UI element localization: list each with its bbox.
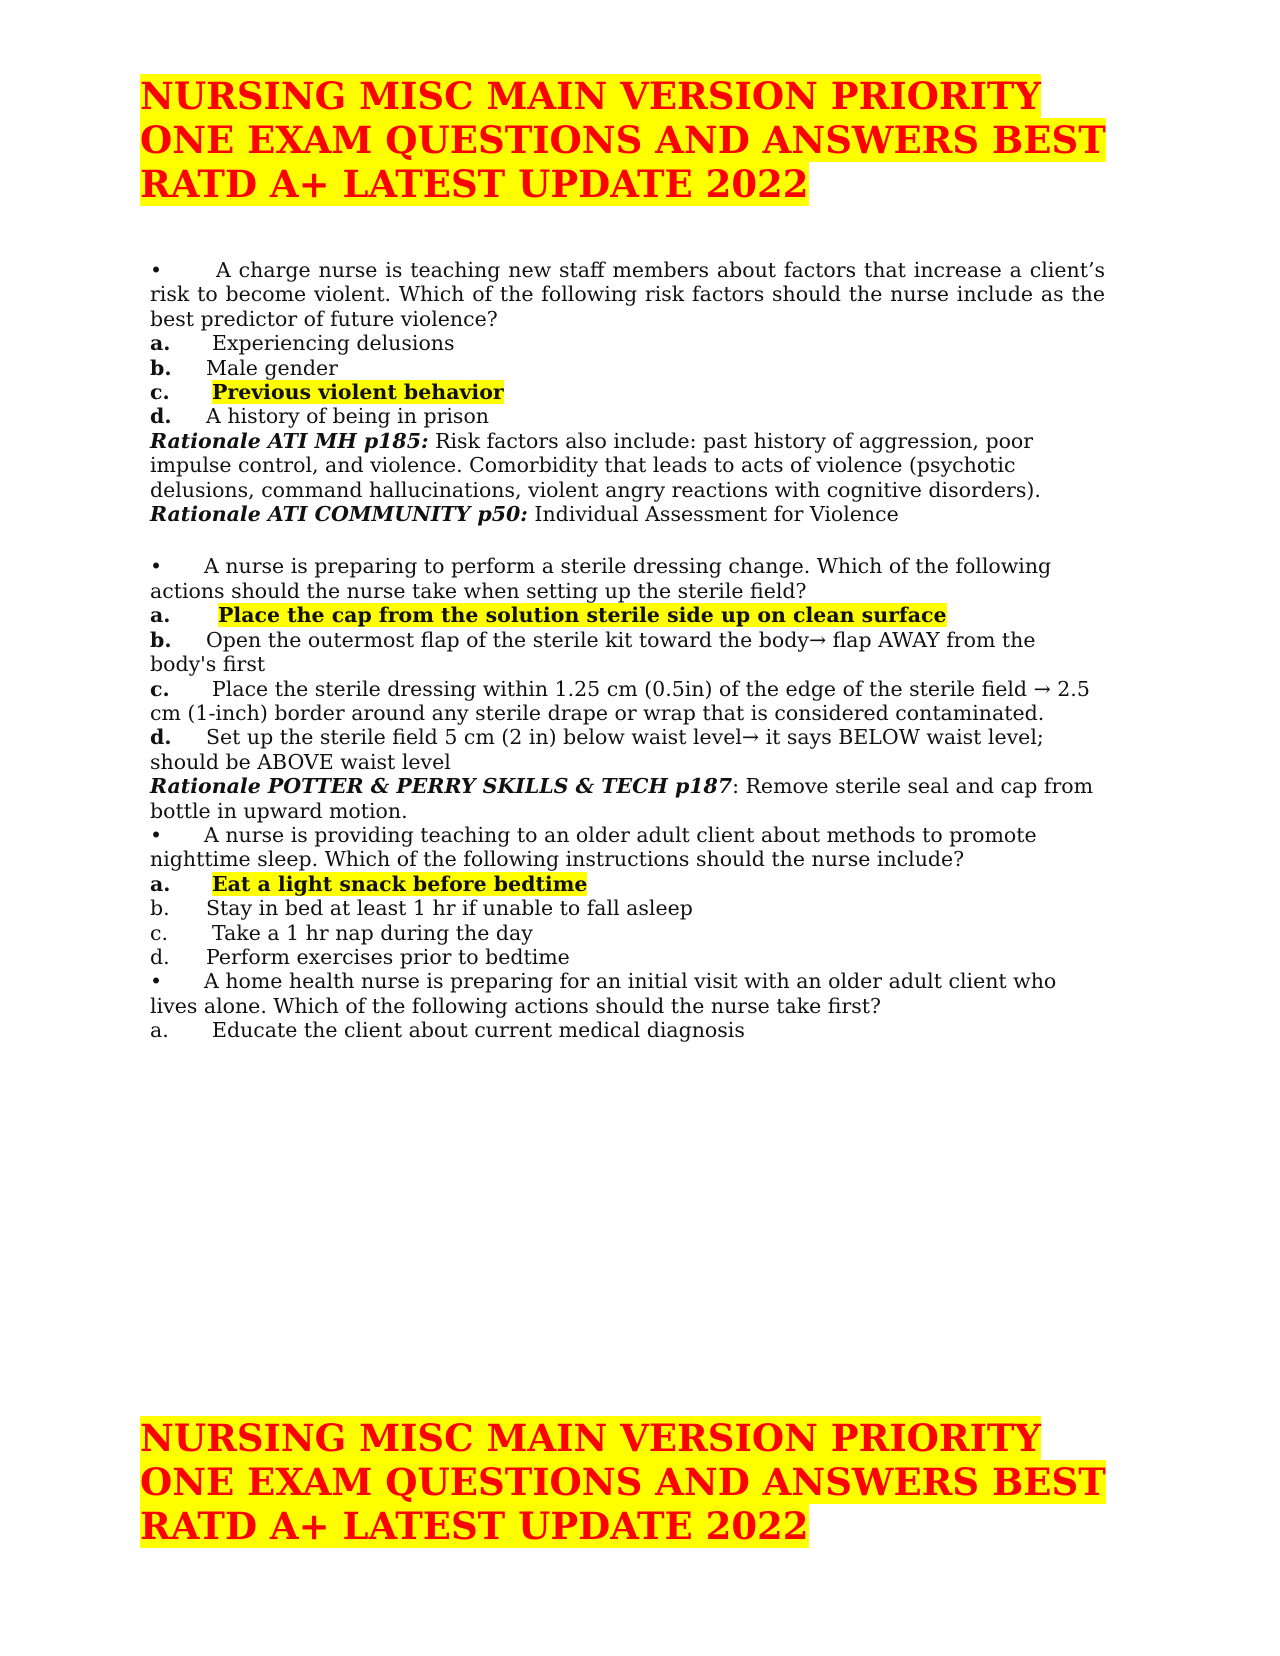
q3-option-a: a. Eat a light snack before bedtime [150, 871, 588, 896]
question-2 [150, 554, 1105, 603]
title-line-2: ONE EXAM QUESTIONS AND ANSWERS BEST [140, 118, 1106, 162]
q1-option-b: b. Male gender [150, 355, 338, 380]
q2-rationale: Rationale POTTER & PERRY SKILLS & TECH p187: Remove sterile seal and cap from bottle in upward motion. [150, 774, 1094, 823]
question-4-text: A home health nurse is preparing for an initial visit with an older adult client who lives alone. Which of the following actions should the nurse take first? [150, 969, 1057, 1018]
q1-option-c: c. Previous violent behavior [150, 380, 504, 405]
question-2-text: A nurse is preparing to perform a sterile dressing change. Which of the following actions should the nurse take when setting up the sterile field? [150, 554, 1052, 603]
correct-answer: Eat a light snack before bedtime [212, 871, 588, 896]
question-1 [150, 258, 1105, 331]
bullet-icon: • [150, 554, 163, 579]
title-line-1: NURSING MISC MAIN VERSION PRIORITY [140, 74, 1041, 118]
bullet-icon: • [150, 822, 163, 847]
q1-option-a: a. Experiencing delusions [150, 331, 455, 356]
bullet-icon: • [150, 969, 163, 994]
title-line-3: RATD A+ LATEST UPDATE 2022 [140, 162, 809, 206]
q1-option-d: d. A history of being in prison [150, 404, 489, 429]
question-4 [150, 969, 1105, 1018]
footer-title-line-3: RATD A+ LATEST UPDATE 2022 [140, 1504, 809, 1548]
question-3-text: A nurse is providing teaching to an older adult client about methods to promote nighttime sleep. Which of the following instructions should the nurse include? [150, 822, 1037, 872]
q2-option-d: d. Set up the sterile field 5 cm (2 in) below waist level→ it says BELOW waist level; should be ABOVE waist level [150, 725, 1044, 774]
q3-option-b: b. Stay in bed at least 1 hr if unable to fall asleep [150, 896, 693, 921]
footer-title-line-2: ONE EXAM QUESTIONS AND ANSWERS BEST [140, 1460, 1106, 1504]
footer-title-line-1: NURSING MISC MAIN VERSION PRIORITY [140, 1416, 1041, 1460]
bullet-icon: • [150, 258, 163, 282]
correct-answer: Place the cap from the solution sterile side up on clean surface [218, 603, 947, 628]
question-1-text: A charge nurse is teaching new staff members about factors that increase a client’s risk to become violent. Which of the following risk factors should the nurse include as the best predictor of future violence? [150, 258, 1105, 331]
document-footer-title [140, 1416, 1150, 1548]
q3-option-d: d. Perform exercises prior to bedtime [150, 944, 570, 969]
question-3 [150, 823, 1105, 872]
correct-answer: Previous violent behavior [212, 380, 504, 405]
q2-option-c: c. Place the sterile dressing within 1.25 cm (0.5in) of the edge of the sterile field → 2.5 cm (1-inch) border around any sterile drape or wrap that is considered contaminated. [150, 676, 1090, 725]
document-title [140, 74, 1150, 206]
q2-option-b: b. Open the outermost flap of the sterile kit toward the body→ flap AWAY from the body's first [150, 627, 1036, 677]
q2-option-a: a. Place the cap from the solution sterile side up on clean surface [150, 603, 947, 628]
question-list [150, 258, 1105, 1043]
q4-option-a: a. Educate the client about current medical diagnosis [150, 1018, 745, 1043]
q1-rationale: Rationale ATI MH p185: Risk factors also include: past history of aggression, poor impulse control, and violence. Comorbidity that leads to acts of violence (psychotic delusions, command hallucinations, violent angry reactions with cognitive disorders). Rationale ATI COMMUNITY p50: Individual Assessment for Violence [150, 428, 1041, 527]
q3-option-c: c. Take a 1 hr nap during the day [150, 920, 533, 945]
